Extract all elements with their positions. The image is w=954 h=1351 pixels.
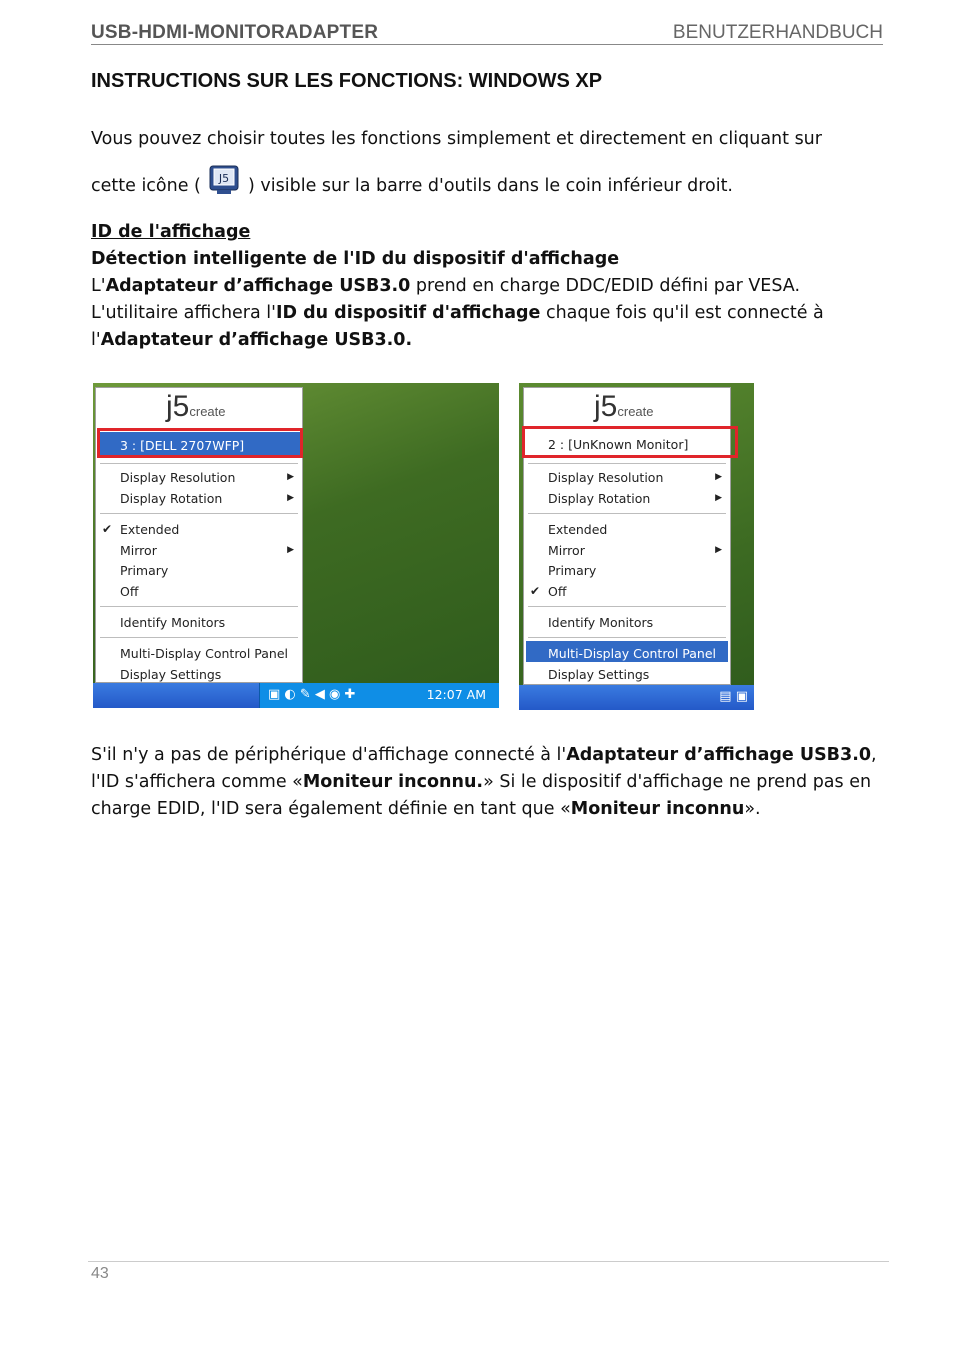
menu-item-identify-monitors[interactable]: Identify Monitors	[120, 615, 226, 630]
submenu-arrow-icon: ▶	[287, 493, 294, 503]
checkmark-icon: ✔	[530, 584, 541, 598]
l3-a: charge EDID, l'ID sera également définie en tant que «	[91, 799, 571, 819]
submenu-arrow-icon: ▶	[287, 472, 294, 482]
j5-icon-text: J5	[219, 172, 230, 185]
display-id-item[interactable]: 3 : [DELL 2707WFP]	[120, 438, 245, 453]
separator	[100, 463, 298, 464]
menu-item-multi-display-control-panel[interactable]: Multi-Display Control Panel	[120, 646, 288, 661]
menu-item-display-settings[interactable]: Display Settings	[120, 667, 222, 682]
menu-item-extended[interactable]: Extended	[548, 522, 608, 537]
menu-item-extended[interactable]: Extended	[120, 522, 180, 537]
submenu-arrow-icon: ▶	[715, 493, 722, 503]
p2-c: chaque fois qu'il est connecté à	[540, 303, 824, 323]
p1-a: L'	[91, 276, 106, 296]
menu-item-off[interactable]: Off	[120, 584, 139, 599]
tray-clock: 12:07 AM	[426, 687, 486, 702]
menu-item-display-resolution[interactable]: Display Resolution	[120, 470, 236, 485]
section-paragraph-2	[91, 300, 824, 327]
separator	[528, 637, 726, 638]
system-tray	[259, 683, 499, 708]
menu-item-identify-monitors[interactable]: Identify Monitors	[548, 615, 654, 630]
menu-item-display-resolution[interactable]: Display Resolution	[548, 470, 664, 485]
menu-item-mirror[interactable]: Mirror	[548, 543, 585, 558]
l1-c: ,	[871, 745, 877, 765]
separator	[100, 606, 298, 607]
separator	[528, 606, 726, 607]
l3-b: Moniteur inconnu	[570, 799, 745, 819]
intro-line-2-a: cette icône (	[91, 176, 201, 196]
intro-line-2	[91, 165, 822, 200]
separator	[528, 463, 726, 464]
taskbar	[93, 683, 499, 708]
tray-icons: ▤ ▣	[719, 689, 748, 704]
intro-line-2-b: ) visible sur la barre d'outils dans le coin inférieur droit.	[248, 176, 733, 196]
l2-c: » Si le dispositif d'affichage ne prend pas en	[483, 772, 872, 792]
submenu-arrow-icon: ▶	[287, 545, 294, 555]
page-title: INSTRUCTIONS SUR LES FONCTIONS: WINDOWS XP	[91, 70, 603, 92]
highlight-box	[97, 428, 303, 458]
display-id-item[interactable]: 2 : [UnKnown Monitor]	[548, 437, 689, 452]
section-heading: ID de l'affichage	[91, 222, 251, 242]
section-paragraph-1	[91, 273, 824, 300]
j5-tray-icon	[208, 165, 240, 195]
l1-b: Adaptateur d’affichage USB3.0	[566, 745, 872, 765]
outro-line-3	[91, 796, 877, 823]
menu-item-off[interactable]: Off	[548, 584, 567, 599]
separator	[100, 513, 298, 514]
p3-b: Adaptateur d’affichage USB3.0.	[100, 330, 413, 350]
l2-a: l'ID s'affichera comme «	[91, 772, 303, 792]
section-subheading: Détection intelligente de l'ID du dispositif d'affichage	[91, 249, 620, 269]
separator	[100, 637, 298, 638]
highlight-box	[522, 426, 738, 458]
menu-item-primary[interactable]: Primary	[120, 563, 169, 578]
p3-a: l'	[91, 330, 101, 350]
l1-a: S'il n'y a pas de périphérique d'affichage connecté à l'	[91, 745, 567, 765]
menu-item-primary[interactable]: Primary	[548, 563, 597, 578]
page-number: 43	[91, 1265, 109, 1282]
outro-line-1	[91, 742, 877, 769]
menu-item-mirror[interactable]: Mirror	[120, 543, 157, 558]
outro-paragraph	[91, 742, 877, 823]
id-section	[91, 219, 824, 354]
intro-line-1: Vous pouvez choisir toutes les fonctions simplement et directement en cliquant sur	[91, 129, 822, 149]
menu-item-multi-display-control-panel[interactable]: Multi-Display Control Panel	[548, 646, 716, 661]
header-left: USB-HDMI-MONITORADAPTER	[91, 22, 379, 43]
footer-divider	[88, 1261, 889, 1262]
screenshot-left	[93, 383, 499, 708]
header-divider	[91, 44, 883, 45]
j5create-logo: j5create	[166, 390, 226, 423]
l2-b: Moniteur inconnu.	[302, 772, 484, 792]
separator	[528, 513, 726, 514]
menu-item-display-rotation[interactable]: Display Rotation	[548, 491, 651, 506]
p1-c: prend en charge DDC/EDID défini par VESA.	[410, 276, 801, 296]
menu-item-display-settings[interactable]: Display Settings	[548, 667, 650, 682]
j5create-logo: j5create	[594, 390, 654, 423]
checkmark-icon: ✔	[102, 522, 113, 536]
menu-item-display-rotation[interactable]: Display Rotation	[120, 491, 223, 506]
taskbar	[519, 685, 754, 710]
l3-c: ».	[744, 799, 761, 819]
p2-a: L'utilitaire affichera l'	[91, 303, 276, 323]
submenu-arrow-icon: ▶	[715, 472, 722, 482]
p1-b: Adaptateur d’affichage USB3.0	[105, 276, 411, 296]
intro-paragraph	[91, 126, 822, 200]
header-right: BENUTZERHANDBUCH	[672, 22, 883, 43]
section-paragraph-3	[91, 327, 824, 354]
p2-b: ID du dispositif d'affichage	[275, 303, 541, 323]
submenu-arrow-icon: ▶	[715, 545, 722, 555]
outro-line-2	[91, 769, 877, 796]
tray-icons: ▣ ◐ ✎ ◀ ◉ ✚	[268, 687, 356, 702]
screenshot-right	[519, 383, 754, 710]
